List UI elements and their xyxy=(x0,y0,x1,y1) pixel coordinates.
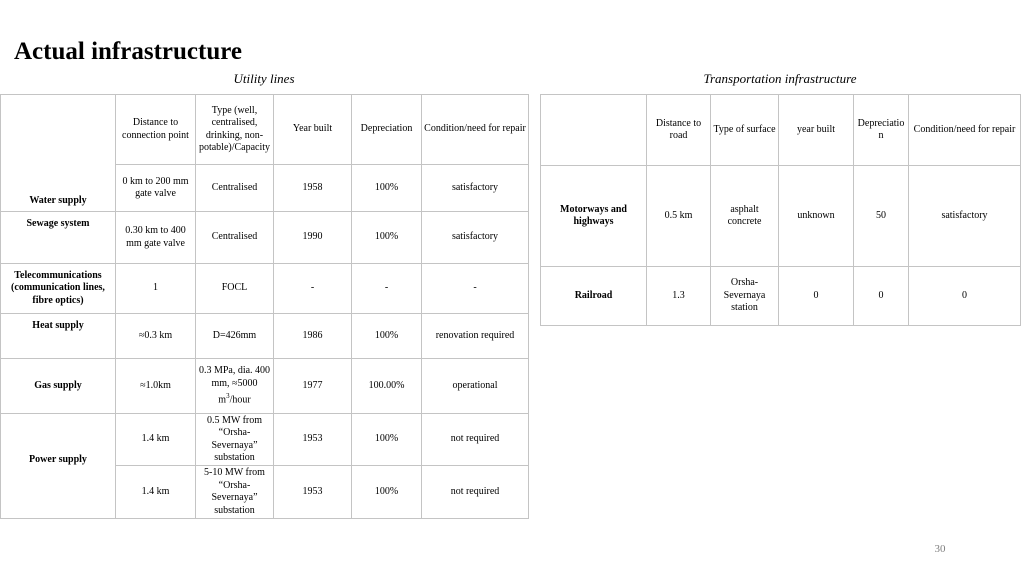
header-empty xyxy=(541,95,647,166)
cell-depreciation: - xyxy=(352,264,422,314)
header-year: year built xyxy=(779,95,854,166)
row-label-railroad: Railroad xyxy=(541,267,647,326)
row-label-gas-supply: Gas supply xyxy=(1,359,116,414)
cell-distance: ≈1.0km xyxy=(116,359,196,414)
header-distance: Distance to connection point xyxy=(116,95,196,165)
row-label-sewage-system: Sewage system xyxy=(1,212,116,264)
cell-distance: 0.30 km to 400 mm gate valve xyxy=(116,212,196,264)
cell-condition: - xyxy=(422,264,529,314)
cell-type: 0.5 MW from “Orsha-Severnaya” substation xyxy=(196,414,274,466)
table-row xyxy=(541,267,1021,326)
cell-condition: not required xyxy=(422,466,529,519)
cell-depreciation: 100% xyxy=(352,466,422,519)
row-label-water-supply: Water supply xyxy=(1,95,116,212)
cell-depreciation: 0 xyxy=(854,267,909,326)
cell-condition: satisfactory xyxy=(422,212,529,264)
superscript-3: 3 xyxy=(226,392,230,401)
cell-year: 1986 xyxy=(274,314,352,359)
cell-distance: 1 xyxy=(116,264,196,314)
cell-distance: 0.5 km xyxy=(647,166,711,267)
cell-year: unknown xyxy=(779,166,854,267)
cell-year: 1953 xyxy=(274,414,352,466)
table-row xyxy=(1,212,529,264)
cell-distance: 1.4 km xyxy=(116,414,196,466)
cell-year: 1958 xyxy=(274,165,352,212)
table-row xyxy=(1,264,529,314)
cell-distance: 1.3 xyxy=(647,267,711,326)
table-row xyxy=(1,95,529,165)
cell-year: 1990 xyxy=(274,212,352,264)
row-label-heat-supply: Heat supply xyxy=(1,314,116,359)
cell-depreciation: 100% xyxy=(352,165,422,212)
cell-type: 5-10 MW from “Orsha-Severnaya” substation xyxy=(196,466,274,519)
gas-capacity-text: 0.3 MPa, dia. 400 mm, ≈5000 m xyxy=(198,365,271,406)
table-row xyxy=(1,359,529,414)
cell-condition: 0 xyxy=(909,267,1021,326)
cell-year: 1953 xyxy=(274,466,352,519)
header-surface: Type of surface xyxy=(711,95,779,166)
cell-condition: not required xyxy=(422,414,529,466)
cell-depreciation: 100% xyxy=(352,212,422,264)
cell-surface: asphalt concrete xyxy=(711,166,779,267)
cell-type: FOCL xyxy=(196,264,274,314)
cell-distance: 0 km to 200 mm gate valve xyxy=(116,165,196,212)
header-year: Year built xyxy=(274,95,352,165)
table-row xyxy=(1,414,529,466)
cell-year: 0 xyxy=(779,267,854,326)
cell-distance: 1.4 km xyxy=(116,466,196,519)
row-label-telecommunications: Telecommunications (communication lines, fibre optics) xyxy=(1,264,116,314)
row-label-motorways: Motorways and highways xyxy=(541,166,647,267)
cell-depreciation: 50 xyxy=(854,166,909,267)
transportation-caption: Transportation infrastructure xyxy=(703,71,857,86)
cell-year: - xyxy=(274,264,352,314)
table-row xyxy=(541,166,1021,267)
cell-type: Centralised xyxy=(196,212,274,264)
table-row xyxy=(541,95,1021,166)
cell-type xyxy=(196,359,274,414)
transportation-table xyxy=(540,94,1021,326)
cell-type: D=426mm xyxy=(196,314,274,359)
cell-depreciation: 100% xyxy=(352,414,422,466)
cell-year: 1977 xyxy=(274,359,352,414)
header-depreciation: Depreciatio n xyxy=(854,95,909,166)
cell-condition: operational xyxy=(422,359,529,414)
cell-depreciation: 100.00% xyxy=(352,359,422,414)
header-type: Type (well, centralised, drinking, non-potable)/Capacity xyxy=(196,95,274,165)
gas-capacity-unit: /hour xyxy=(229,394,251,406)
cell-type: Centralised xyxy=(196,165,274,212)
table-row xyxy=(1,314,529,359)
header-depreciation: Depreciation xyxy=(352,95,422,165)
cell-condition: renovation required xyxy=(422,314,529,359)
cell-depreciation: 100% xyxy=(352,314,422,359)
utility-lines-table xyxy=(0,94,529,519)
row-label-power-supply: Power supply xyxy=(1,414,116,519)
page-title: Actual infrastructure xyxy=(14,38,242,65)
header-condition: Condition/need for repair xyxy=(422,95,529,165)
header-condition: Condition/need for repair xyxy=(909,95,1021,166)
header-distance: Distance to road xyxy=(647,95,711,166)
utility-lines-caption: Utility lines xyxy=(233,71,295,86)
cell-distance: ≈0.3 km xyxy=(116,314,196,359)
page-number: 30 xyxy=(934,543,946,555)
cell-condition: satisfactory xyxy=(422,165,529,212)
cell-surface: Orsha-Severnaya station xyxy=(711,267,779,326)
cell-condition: satisfactory xyxy=(909,166,1021,267)
